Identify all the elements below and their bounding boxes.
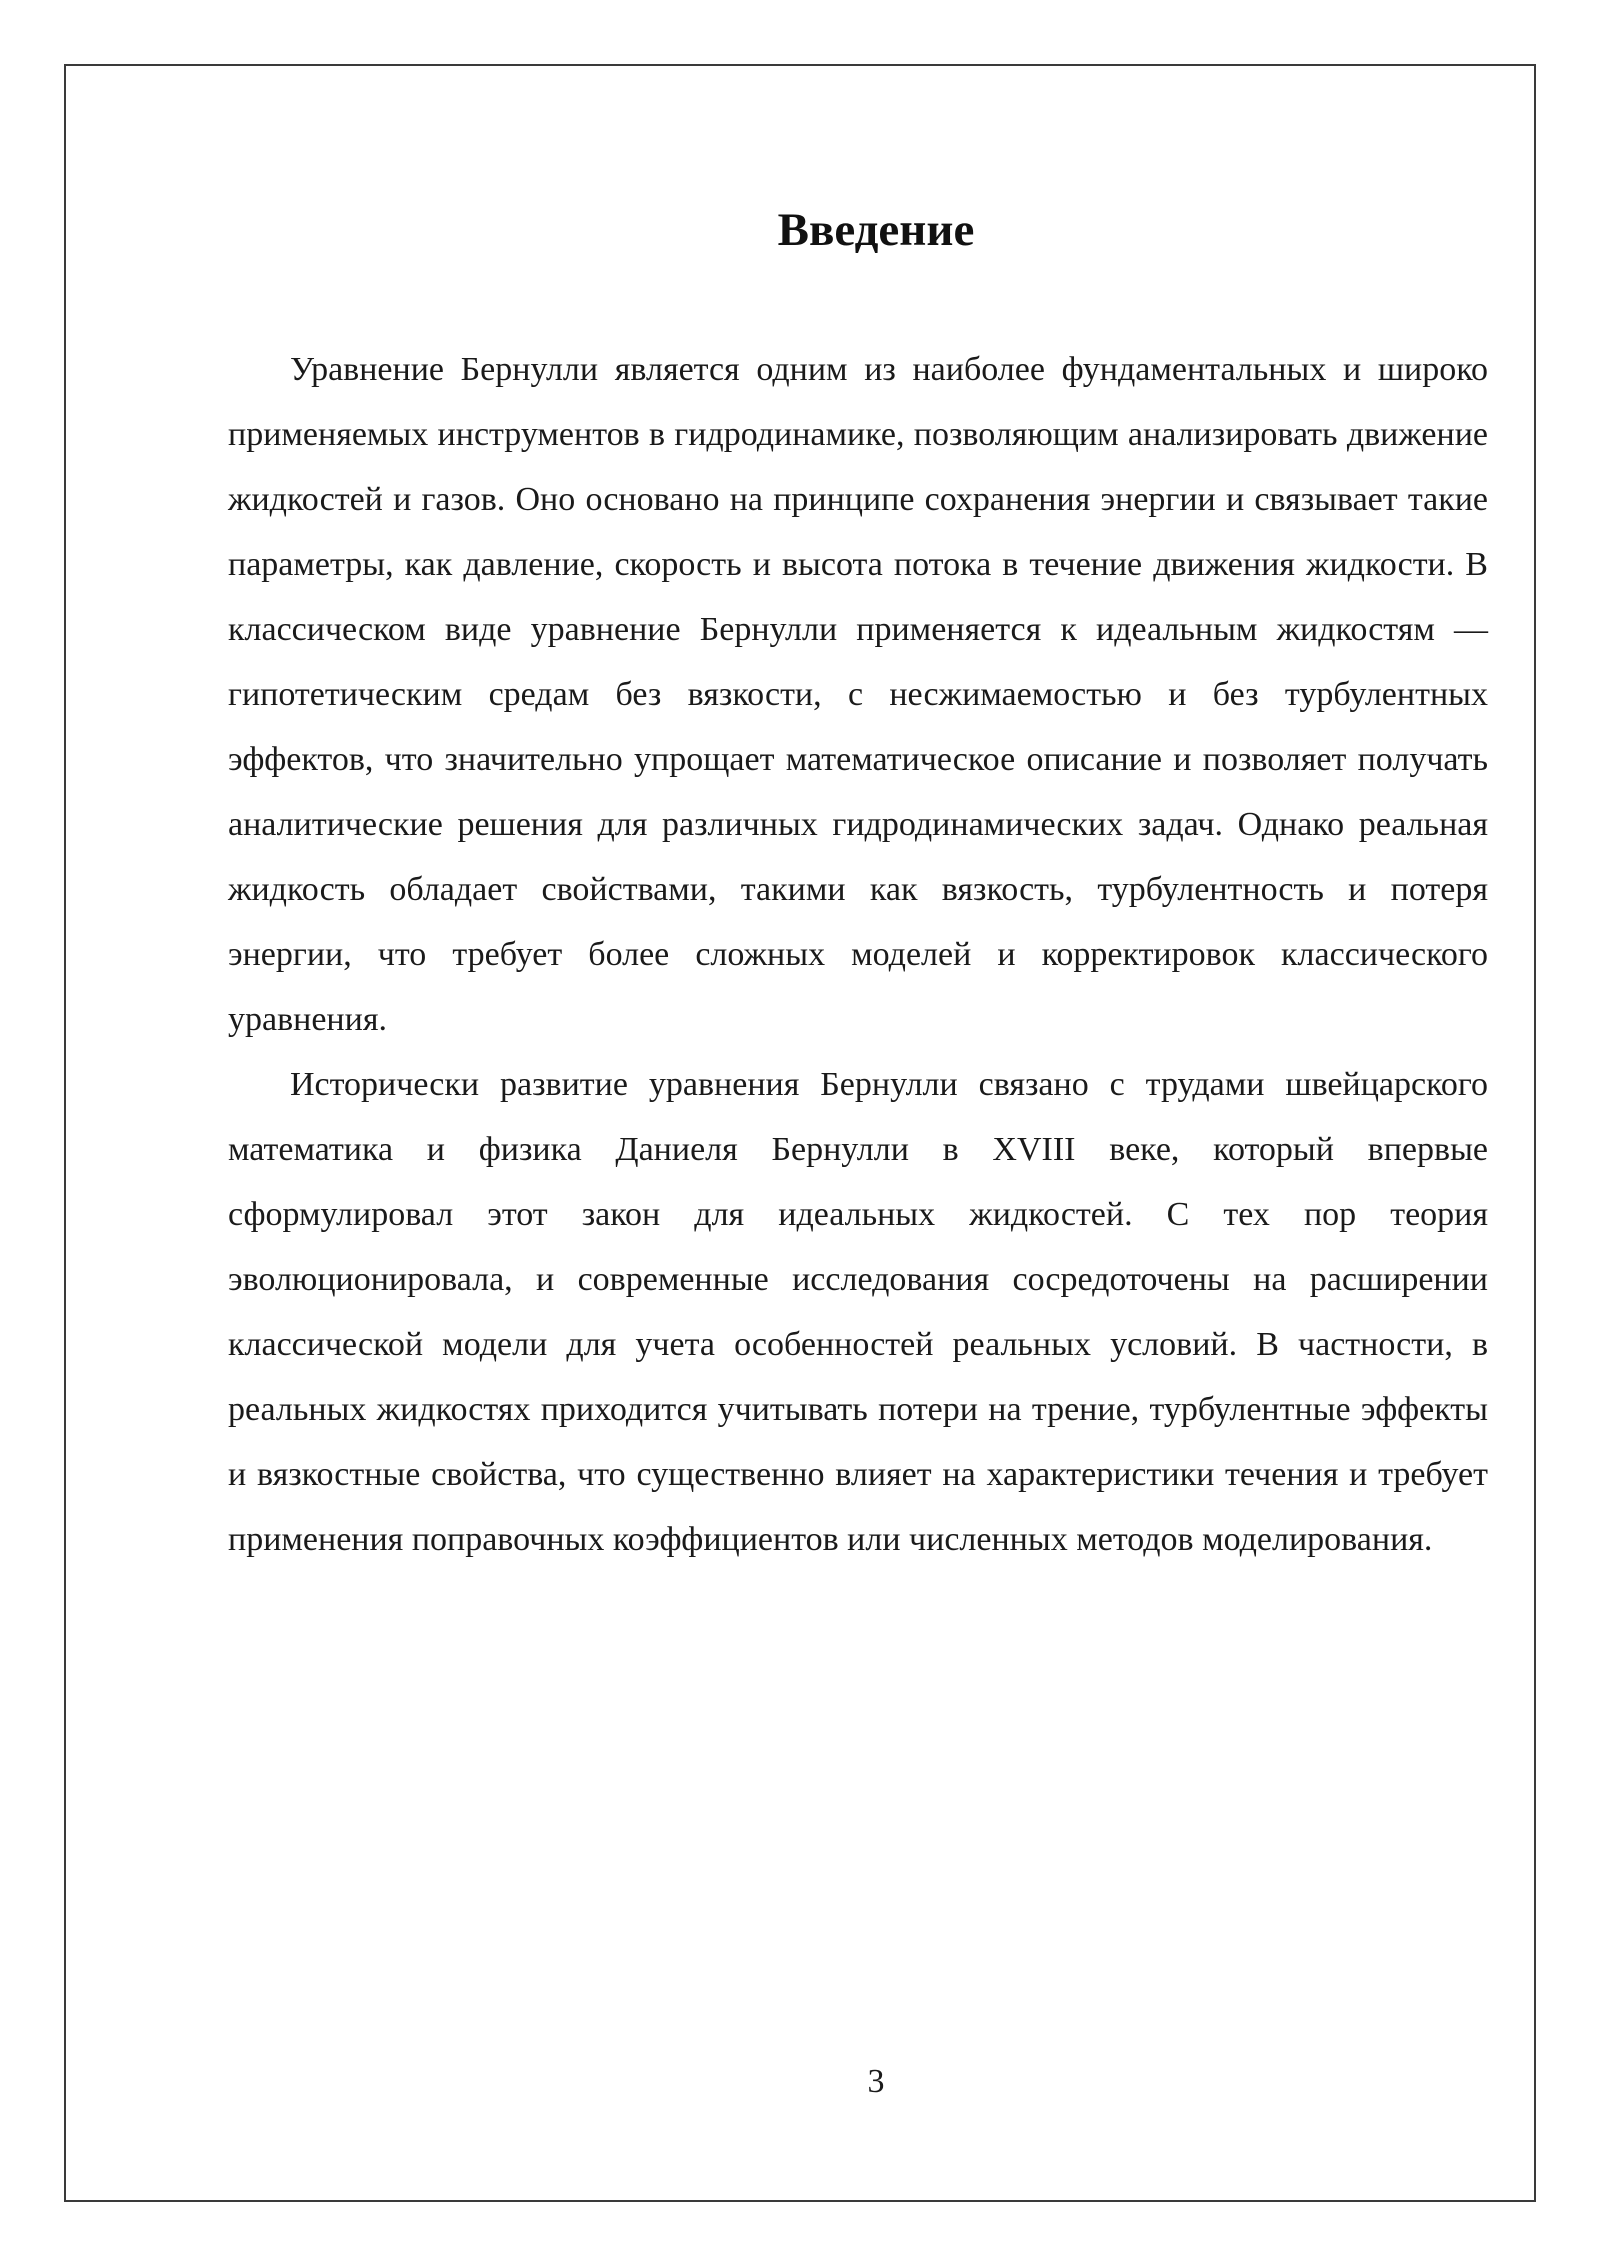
paragraph-intro: Уравнение Бернулли является одним из наиболее фундаментальных и широко применяемых инструментов в гидродинамике, позволяющим анализировать движение жидкостей и газов. Оно основано на принципе сохранения энергии и связывает такие параметры, как давление, скорость и высота потока в течение движения жидкости. В классическом виде уравнение Бернулли применяется к идеальным жидкостям — гипотетическим средам без вязкости, с несжимаемостью и без турбулентных эффектов, что значительно упрощает математическое описание и позволяет получать аналитические решения для различных гидродинамических задач. Однако реальная жидкость обладает свойствами, такими как вязкость, турбулентность и потеря энергии, что требует более сложных моделей и корректировок классического уравнения.: [228, 351, 1488, 1038]
paragraph-history: Исторически развитие уравнения Бернулли связано с трудами швейцарского математика и физика Даниеля Бернулли в XVIII веке, который впервые сформулировал этот закон для идеальных жидкостей. С тех пор теория эволюционировала, и современные исследования сосредоточены на расширении классической модели для учета особенностей реальных условий. В частности, в реальных жидкостях приходится учитывать потери на трение, турбулентные эффекты и вязкостные свойства, что существенно влияет на характеристики течения и требует применения поправочных коэффициентов или численных методов моделирования.: [228, 1066, 1488, 1558]
page-number: 3: [867, 2063, 885, 2100]
page-title: Введение: [777, 204, 975, 256]
document-body: [228, 337, 1488, 1572]
